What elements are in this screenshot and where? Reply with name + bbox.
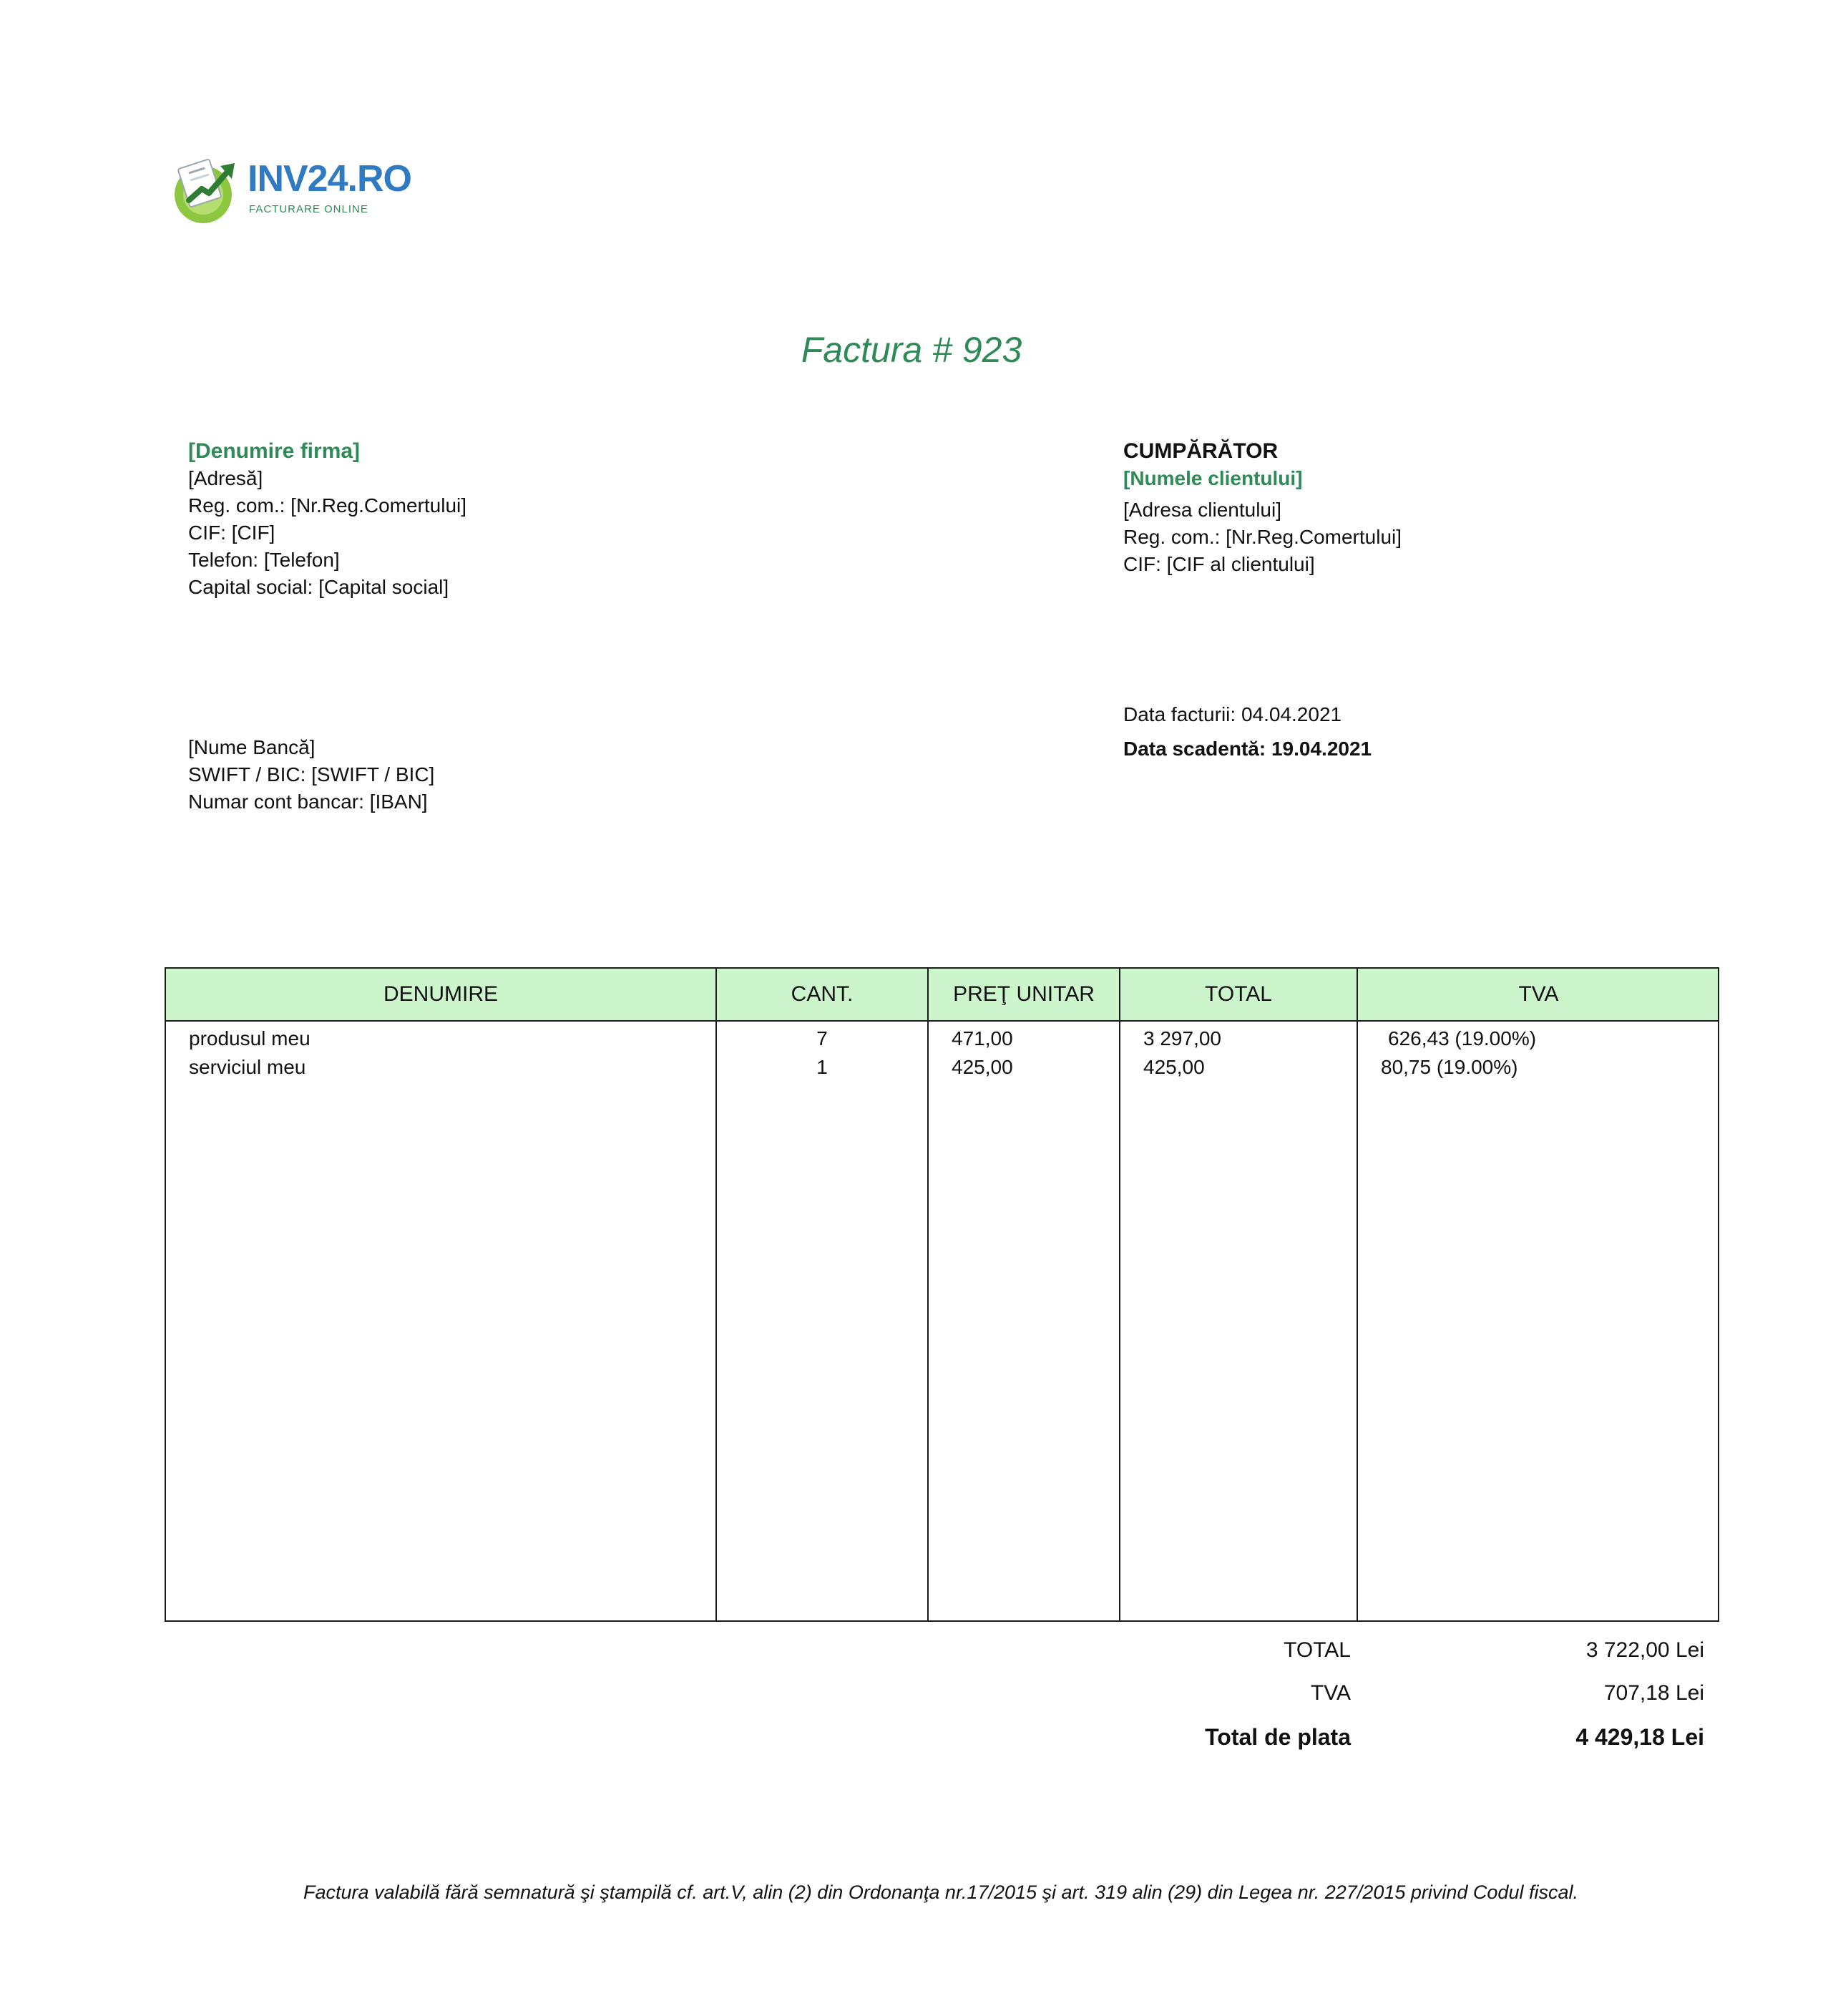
table-header [166,969,1718,1022]
header-cant: CANT. [791,982,854,1006]
seller-block [188,438,466,601]
buyer-cif: CIF: [CIF al clientului] [1123,553,1315,575]
grand-total-label: Total de plata [1205,1724,1351,1750]
header-tva: TVA [1518,982,1559,1006]
invoice-date: Data facturii: 04.04.2021 [1123,703,1342,725]
row1-name: produsul meu [189,1027,311,1049]
buyer-address: [Adresa clientului] [1123,499,1282,521]
seller-cif: CIF: [CIF] [188,522,275,544]
bank-iban: Numar cont bancar: [IBAN] [188,791,428,813]
header-total: TOTAL [1205,982,1272,1006]
items-table [165,967,1719,1622]
dates-block [1123,701,1372,763]
invoice-growth-icon [167,153,239,225]
subtotal-label: TOTAL [1284,1638,1351,1662]
grand-total-value: 4 429,18 Lei [1575,1724,1704,1750]
row2-qty: 1 [816,1056,828,1078]
header-denumire: DENUMIRE [383,982,498,1006]
row2-unit-price: 425,00 [952,1056,1013,1078]
company-logo [167,153,411,225]
column-divider [1357,969,1358,1620]
bank-swift: SWIFT / BIC: [SWIFT / BIC] [188,763,435,786]
vat-total-value: 707,18 Lei [1603,1681,1704,1705]
seller-capital: Capital social: [Capital social] [188,576,449,598]
legal-note: Factura valabilă fără semnatură şi ştampilă cf. art.V, alin (2) din Ordonanţa nr.17/2015 şi art. 319 alin (29) din Legea nr. 227/2015 privind Codul fiscal. [303,1882,1578,1903]
row2-name: serviciul meu [189,1056,306,1078]
seller-address: [Adresă] [188,467,263,489]
column-divider [1119,969,1120,1620]
seller-name: [Denumire firma] [188,439,361,463]
seller-reg: Reg. com.: [Nr.Reg.Comertului] [188,494,467,517]
buyer-name: [Numele clientului] [1123,467,1303,489]
seller-phone: Telefon: [Telefon] [188,549,340,571]
row1-vat: 626,43 (19.00%) [1388,1027,1537,1049]
buyer-reg: Reg. com.: [Nr.Reg.Comertului] [1123,526,1402,548]
row2-total: 425,00 [1143,1056,1205,1078]
invoice-title: Factura # 923 [801,330,1022,370]
header-pret-unitar: PREŢ UNITAR [953,982,1095,1006]
buyer-block [1123,438,1402,578]
subtotal-value: 3 722,00 Lei [1585,1638,1704,1662]
row1-qty: 7 [816,1027,828,1049]
vat-total-label: TVA [1310,1681,1351,1705]
bank-block [188,734,434,816]
logo-title: INV24.RO [248,158,411,200]
row1-unit-price: 471,00 [952,1027,1013,1049]
row2-vat: 80,75 (19.00%) [1381,1056,1518,1078]
logo-subtitle: FACTURARE ONLINE [249,203,368,215]
buyer-heading: CUMPĂRĂTOR [1123,439,1279,463]
column-divider [927,969,929,1620]
row1-total: 3 297,00 [1143,1027,1221,1049]
due-date: Data scadentă: 19.04.2021 [1123,738,1372,760]
bank-name: [Nume Bancă] [188,736,316,758]
